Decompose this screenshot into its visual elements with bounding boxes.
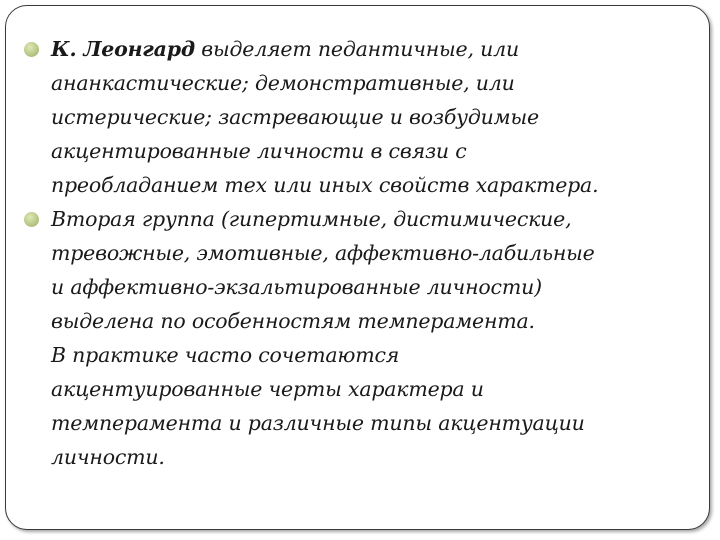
text-line: выделена по особенностям темперамента.: [51, 309, 535, 333]
slide-content: [24, 32, 694, 474]
text-line: ананкастические; демонстративные, или: [51, 71, 515, 95]
text-line: преобладанием тех или иных свойств характера.: [51, 173, 599, 197]
text-line: акцентуированные черты характера и: [51, 377, 484, 401]
text-line: акцентированные личности в связи с: [51, 139, 467, 163]
text-line: и аффективно-экзальтированные личности): [51, 275, 542, 299]
text-line: Вторая группа (гипертимные, дистимические,: [51, 207, 572, 231]
text-fragment: выделяет педантичные, или: [194, 37, 519, 61]
author-name: К. Леонгард: [51, 37, 195, 61]
bullet-dot-icon: [24, 42, 39, 57]
bullet-item-second-group: [24, 202, 694, 474]
text-line: тревожные, эмотивные, аффективно-лабильные: [51, 241, 595, 265]
text-line: личности.: [51, 445, 165, 469]
text-line: [51, 32, 694, 66]
text-line: В практике часто сочетаются: [51, 343, 400, 367]
text-line: темперамента и различные типы акцентуации: [51, 411, 585, 435]
bullet-dot-icon: [24, 212, 39, 227]
bullet-item-leonhard: [24, 32, 694, 202]
text-line: истерические; застревающие и возбудимые: [51, 105, 539, 129]
